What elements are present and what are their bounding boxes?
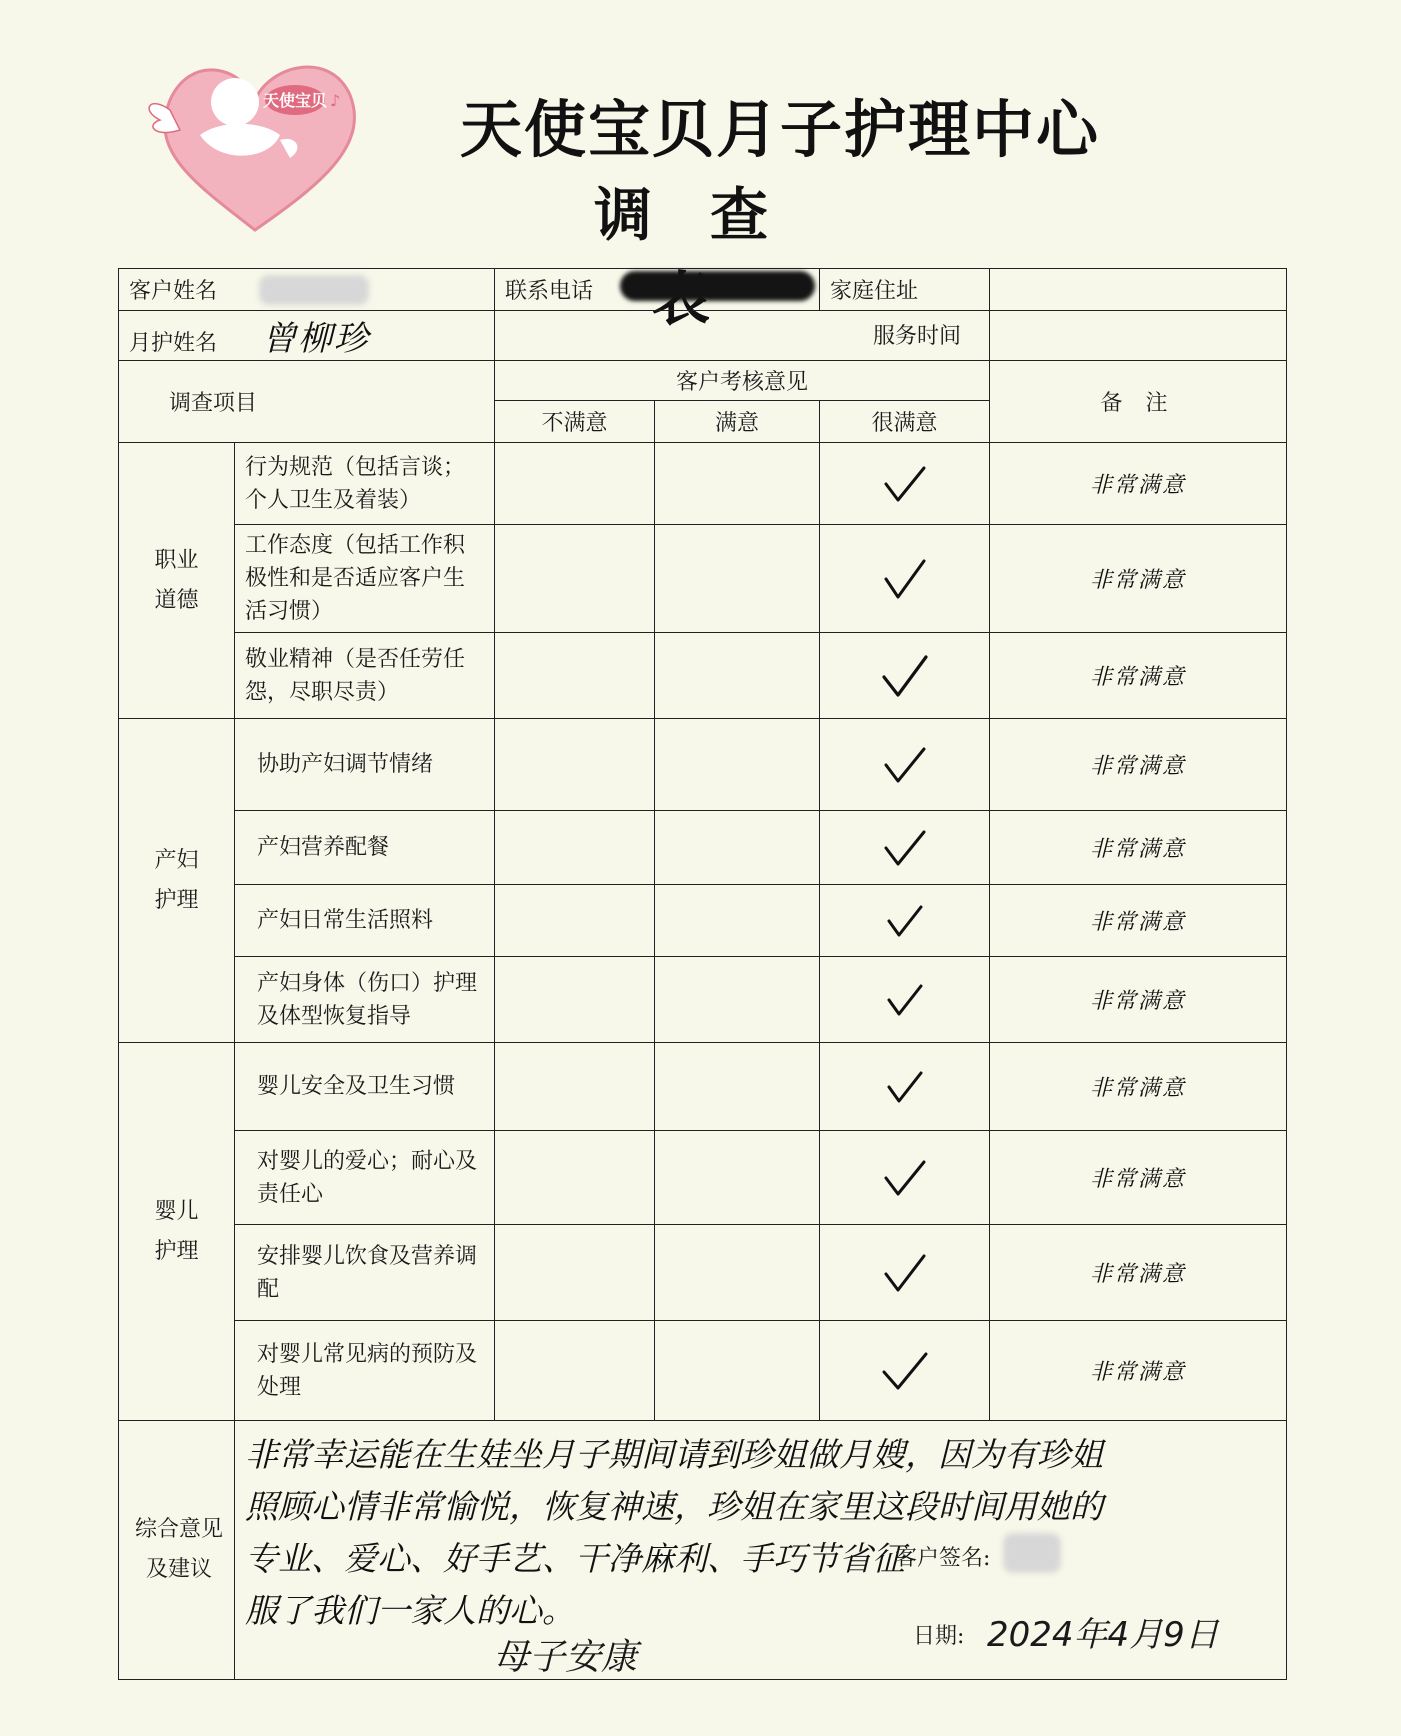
table-row	[119, 885, 1287, 957]
survey-table	[118, 268, 1287, 1680]
very-satisfied-cell[interactable]	[820, 811, 990, 885]
table-row	[119, 1321, 1287, 1421]
remark-text: 非常满意	[990, 1131, 1287, 1225]
very-satisfied-cell[interactable]	[820, 885, 990, 957]
page-title: 天使宝贝月子护理中心	[459, 93, 1100, 166]
date-value: 2024年4月9日	[987, 1615, 1219, 1655]
satisfied-cell[interactable]	[655, 1321, 820, 1421]
item-text: 协助产妇调节情绪	[235, 719, 495, 811]
checkmark-icon	[880, 1156, 930, 1200]
dissatisfied-cell[interactable]	[495, 443, 655, 525]
service-time-value[interactable]	[990, 311, 1287, 361]
item-text: 产妇日常生活照料	[235, 885, 495, 957]
nanny-name-label: 月护姓名	[129, 331, 218, 356]
nanny-name-value: 曾柳珍	[262, 319, 371, 359]
remark-text: 非常满意	[990, 443, 1287, 525]
comments-field[interactable]	[235, 1421, 1287, 1680]
checkmark-icon	[880, 462, 930, 506]
dissatisfied-cell[interactable]	[495, 811, 655, 885]
very-satisfied-cell[interactable]	[820, 633, 990, 719]
remark-text: 非常满意	[990, 633, 1287, 719]
remark-text: 非常满意	[990, 811, 1287, 885]
remark-text: 非常满意	[990, 1043, 1287, 1131]
category-label: 产妇护理	[154, 847, 199, 913]
remark-text: 非常满意	[990, 885, 1287, 957]
satisfied-cell[interactable]	[655, 719, 820, 811]
item-text: 产妇身体（伤口）护理及体型恢复指导	[235, 957, 495, 1043]
dissatisfied-cell[interactable]	[495, 1321, 655, 1421]
item-text: 安排婴儿饮食及营养调配	[235, 1225, 495, 1321]
angel-baby-logo	[130, 40, 380, 240]
table-row	[119, 443, 1287, 525]
satisfied-cell[interactable]	[655, 1131, 820, 1225]
category-label: 婴儿护理	[154, 1198, 199, 1264]
checkmark-icon	[883, 980, 927, 1020]
dissatisfied-cell[interactable]	[495, 525, 655, 633]
comments-row	[119, 1421, 1287, 1680]
svg-text:♪: ♪	[330, 91, 341, 110]
satisfied-cell[interactable]	[655, 633, 820, 719]
table-row	[119, 633, 1287, 719]
dissatisfied-cell[interactable]	[495, 719, 655, 811]
very-satisfied-cell[interactable]	[820, 443, 990, 525]
dissatisfied-cell[interactable]	[495, 885, 655, 957]
remark-text: 非常满意	[990, 1225, 1287, 1321]
very-satisfied-header: 很满意	[871, 411, 938, 436]
dissatisfied-header: 不满意	[541, 411, 608, 436]
table-row	[119, 719, 1287, 811]
very-satisfied-cell[interactable]	[820, 1321, 990, 1421]
phone-label: 联系电话	[505, 279, 594, 304]
item-text: 对婴儿的爱心；耐心及责任心	[235, 1131, 495, 1225]
table-row	[119, 1131, 1287, 1225]
very-satisfied-cell[interactable]	[820, 957, 990, 1043]
very-satisfied-cell[interactable]	[820, 1043, 990, 1131]
comments-text	[245, 1429, 1105, 1637]
remark-text: 非常满意	[990, 1321, 1287, 1421]
table-row	[119, 957, 1287, 1043]
very-satisfied-cell[interactable]	[820, 719, 990, 811]
phone-redacted	[620, 271, 815, 301]
comment-line: 非常幸运能在生娃坐月子期间请到珍姐做月嫂，因为有珍姐	[245, 1435, 1103, 1474]
address-value[interactable]	[990, 269, 1287, 311]
signature-label: 客户签名:	[895, 1546, 991, 1571]
checkmark-icon	[883, 1067, 927, 1107]
checkmark-icon	[878, 1348, 932, 1394]
very-satisfied-cell[interactable]	[820, 1225, 990, 1321]
comment-line: 专业、爱心、好手艺、干净麻利、手巧节省征	[245, 1539, 905, 1578]
dissatisfied-cell[interactable]	[495, 633, 655, 719]
remark-text: 非常满意	[990, 719, 1287, 811]
blessing-text: 母子安康	[493, 1637, 638, 1678]
checkmark-icon	[880, 743, 930, 787]
satisfied-cell[interactable]	[655, 443, 820, 525]
item-header: 调查项目	[169, 391, 258, 416]
item-text: 敬业精神（是否任劳任怨，尽职尽责）	[235, 633, 495, 719]
table-row	[119, 811, 1287, 885]
item-text: 工作态度（包括工作积极性和是否适应客户生活习惯）	[235, 525, 495, 633]
customer-name-redacted	[259, 275, 369, 305]
header-row-1	[119, 361, 1287, 401]
page-subtitle: 调查	[593, 181, 826, 249]
satisfied-header: 满意	[715, 411, 760, 436]
signature-redacted	[1003, 1533, 1061, 1573]
item-text: 产妇营养配餐	[235, 811, 495, 885]
comment-line: 服了我们一家人的心。	[245, 1591, 575, 1630]
checkmark-icon	[883, 901, 927, 941]
comments-label: 综合意见及建议	[134, 1517, 223, 1582]
checkmark-icon	[878, 651, 932, 701]
customer-name-label: 客户姓名	[129, 279, 218, 304]
table-row	[119, 525, 1287, 633]
checkmark-icon	[880, 826, 930, 870]
table-row	[119, 1225, 1287, 1321]
dissatisfied-cell[interactable]	[495, 1225, 655, 1321]
service-time-label: 服务时间	[873, 324, 962, 349]
category-label: 职业道德	[154, 547, 199, 613]
info-row-1	[119, 269, 1287, 311]
item-text: 行为规范（包括言谈；个人卫生及着装）	[235, 443, 495, 525]
info-row-2	[119, 311, 1287, 361]
very-satisfied-cell[interactable]	[820, 525, 990, 633]
dissatisfied-cell[interactable]	[495, 957, 655, 1043]
comment-line: 照顾心情非常愉悦，恢复神速，珍姐在家里这段时间用她的	[245, 1487, 1103, 1526]
table-row	[119, 1043, 1287, 1131]
item-text: 婴儿安全及卫生习惯	[235, 1043, 495, 1131]
checkmark-icon	[880, 1250, 930, 1296]
address-label: 家庭住址	[830, 279, 919, 304]
satisfied-cell[interactable]	[655, 1043, 820, 1131]
dissatisfied-cell[interactable]	[495, 1043, 655, 1131]
satisfied-cell[interactable]	[655, 525, 820, 633]
dissatisfied-cell[interactable]	[495, 1131, 655, 1225]
very-satisfied-cell[interactable]	[820, 1131, 990, 1225]
item-text: 对婴儿常见病的预防及处理	[235, 1321, 495, 1421]
opinion-header: 客户考核意见	[676, 370, 809, 395]
satisfied-cell[interactable]	[655, 1225, 820, 1321]
remarks-header: 备 注	[1100, 391, 1176, 416]
checkmark-icon	[880, 555, 930, 603]
date-label: 日期:	[913, 1624, 965, 1649]
remark-text: 非常满意	[990, 525, 1287, 633]
logo-text: 天使宝贝	[262, 91, 328, 110]
satisfied-cell[interactable]	[655, 885, 820, 957]
remark-text: 非常满意	[990, 957, 1287, 1043]
satisfied-cell[interactable]	[655, 811, 820, 885]
satisfied-cell[interactable]	[655, 957, 820, 1043]
